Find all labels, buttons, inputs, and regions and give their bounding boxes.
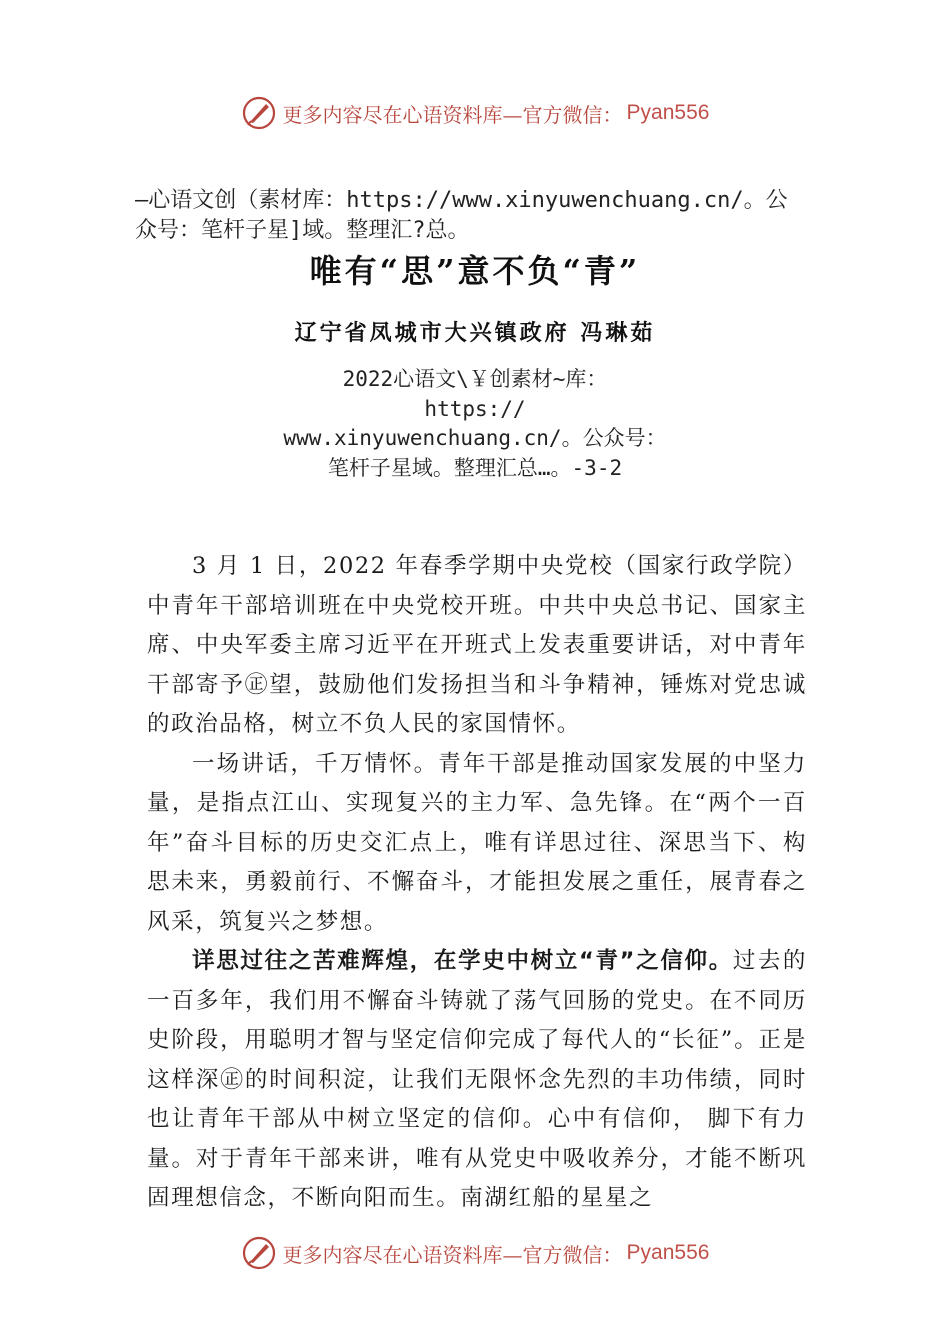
stamp-line-4: 笔杆子星域。整理汇总…。-3-2 bbox=[327, 455, 623, 480]
banner-text: 更多内容尽在心语资料库—官方微信： bbox=[282, 1242, 623, 1267]
header-banner bbox=[0, 93, 950, 133]
paragraph-3-text: 过去的一百多年，我们用不懈奋斗铸就了荡气回肠的党史。在不同历史阶段，用聪明才智与坚定信仰完成了每代人的“长征”。正是这样深㊣的时间积淀，让我们无限怀念先烈的丰功伟绩，同时也让青年干部从中树立坚定的信仰。心中有信仰， 脚下有力量。对于青年干部来讲，唯有从党史中吸收养分，才能不断巩固理想信念，不断向阳而生。南湖红船的星星之 bbox=[147, 948, 807, 1211]
stamp-line-2: https:// bbox=[424, 396, 526, 421]
stamp-line-3: www.xinyuwenchuang.cn/。公众号： bbox=[283, 426, 667, 450]
page-title: 唯有“思”意不负“青” bbox=[309, 252, 641, 290]
banner-wechat-id: Pyan556 bbox=[626, 101, 710, 124]
source-note-line-2: 众号：笔杆子星]域。整理汇?总。 bbox=[135, 218, 470, 243]
paragraph-3-heading: 详思过往之苦难辉煌，在学史中树立“青”之信仰。 bbox=[192, 948, 733, 974]
banner-wechat-id: Pyan556 bbox=[626, 1241, 710, 1264]
source-stamp bbox=[0, 365, 950, 483]
quill-pen-logo-icon bbox=[241, 1235, 277, 1271]
paragraph-2: 一场讲话，千万情怀。青年干部是推动国家发展的中坚力量，是指点江山、实现复兴的主力军、急先锋。在“两个一百年”奋斗目标的历史交汇点上，唯有详思过往、深思当下、构思未来，勇毅前行、不懈奋斗，才能担发展之重任，展青春之风采，筑复兴之梦想。 bbox=[147, 750, 807, 935]
author-line: 辽宁省凤城市大兴镇政府 冯琳茹 bbox=[294, 320, 656, 346]
source-note-line-1: —心语文创（素材库：https://www.xinyuwenchuang.cn/。公 bbox=[135, 188, 788, 213]
article-body bbox=[147, 547, 807, 1219]
quill-pen-logo-icon bbox=[241, 95, 277, 131]
paragraph-3 bbox=[147, 942, 807, 1219]
footer-banner bbox=[0, 1233, 950, 1273]
paragraph-1: 3 月 1 日，2022 年春季学期中央党校（国家行政学院）中青年干部培训班在中央党校开班。中共中央总书记、国家主席、中央军委主席习近平在开班式上发表重要讲话，对中青年干部寄予㊣望，鼓励他们发扬担当和斗争精神，锤炼对党忠诚的政治品格，树立不负人民的家国情怀。 bbox=[147, 553, 807, 737]
stamp-line-1: 2022心语文\￥创素材~库： bbox=[342, 367, 608, 391]
banner-text: 更多内容尽在心语资料库—官方微信： bbox=[282, 102, 623, 127]
